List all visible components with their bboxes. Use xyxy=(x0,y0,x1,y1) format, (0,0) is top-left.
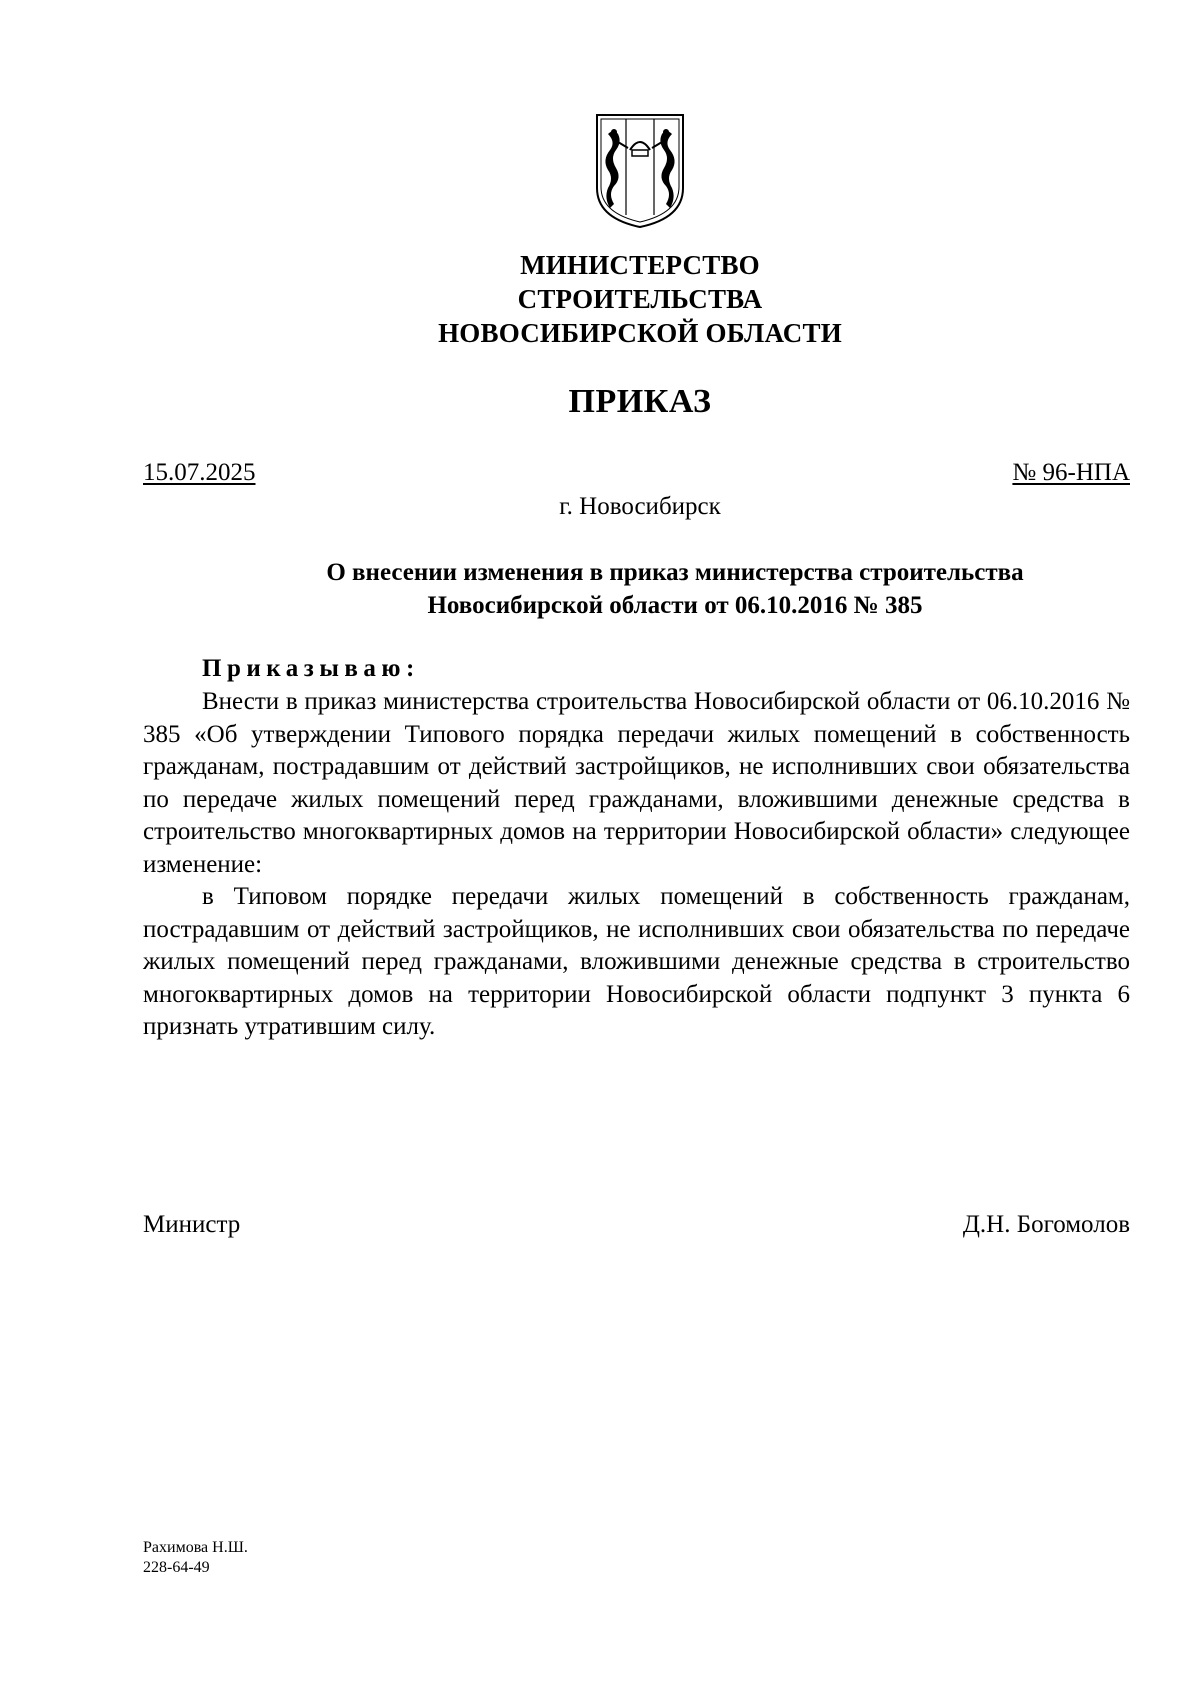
body-paragraph-2: в Типовом порядке передачи жилых помещений в собственность гражданам, пострадавшим от действий застройщиков, не исполнивших свои обязательства по передаче жилых помещений перед гражданами, вложившими денежные средства в строительство многоквартирных домов на территории Новосибирской области подпункт 3 пункта 6 признать утратившим силу. xyxy=(143,883,1130,1040)
document-body xyxy=(143,686,1130,1044)
org-name-line-2: СТРОИТЕЛЬСТВА xyxy=(517,284,763,314)
coat-of-arms-icon xyxy=(594,112,686,230)
signer-name: Д.Н. Богомолов xyxy=(962,1211,1130,1238)
executor-phone: 228-64-49 xyxy=(143,1559,210,1576)
document-date: 15.07.2025 xyxy=(143,459,256,486)
document-type: ПРИКАЗ xyxy=(568,383,712,420)
executor-info xyxy=(143,1538,248,1578)
document-city: г. Новосибирск xyxy=(559,493,721,520)
org-name-line-3: НОВОСИБИРСКОЙ ОБЛАСТИ xyxy=(438,318,842,348)
document-number: № 96-НПА xyxy=(1012,459,1130,486)
signer-title: Министр xyxy=(143,1211,241,1238)
body-paragraph-1: Внести в приказ министерства строительства Новосибирской области от 06.10.2016 № 385 «Об утверждении Типового порядка передачи жилых помещений в собственность гражданам, пострадавшим от действий застройщиков, не исполнивших свои обязательства по передаче жилых помещений перед гражданами, вложившими денежные средства в строительство многоквартирных домов на территории Новосибирской области» следующее изменение: xyxy=(143,688,1130,878)
executor-name: Рахимова Н.Ш. xyxy=(143,1539,248,1556)
document-title: О внесении изменения в приказ министерства строительства Новосибирской области от 06.10.2016 № 385 xyxy=(326,559,1024,619)
org-name-line-1: МИНИСТЕРСТВО xyxy=(520,250,760,280)
order-word: Приказываю: xyxy=(202,655,420,682)
